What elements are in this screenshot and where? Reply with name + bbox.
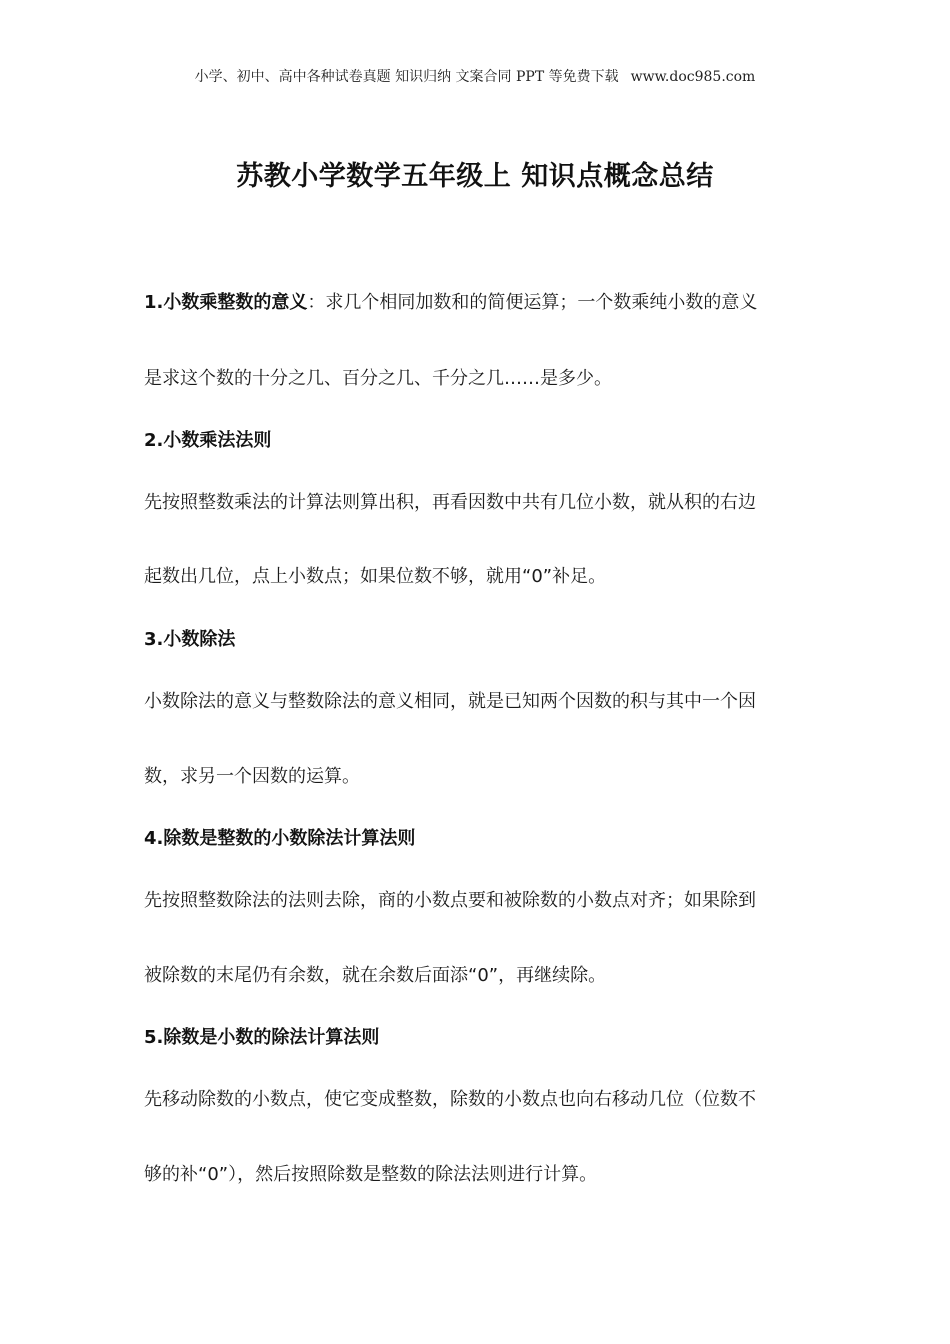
section-1-first-line bbox=[144, 290, 844, 316]
section-2-line-1: 先按照整数乘法的计算法则算出积，再看因数中共有几位小数，就从积的右边 bbox=[144, 492, 756, 513]
document-title: 苏教小学数学五年级上 知识点概念总结 bbox=[236, 161, 714, 192]
section-1-line-2: 是求这个数的十分之几、百分之几、千分之几……是多少。 bbox=[144, 368, 612, 389]
section-3-heading: 3.小数除法 bbox=[144, 629, 236, 650]
section-1-line-1: ：求几个相同加数和的简便运算；一个数乘纯小数的意义 bbox=[307, 292, 758, 313]
section-4-heading: 4.除数是整数的小数除法计算法则 bbox=[144, 828, 416, 849]
section-1-heading: 1.小数乘整数的意义 bbox=[144, 292, 308, 313]
section-4-line-2: 被除数的末尾仍有余数，就在余数后面添“0”，再继续除。 bbox=[144, 965, 607, 986]
section-5-heading: 5.除数是小数的除法计算法则 bbox=[144, 1027, 380, 1048]
section-5-line-2: 够的补“0”），然后按照除数是整数的除法法则进行计算。 bbox=[144, 1164, 598, 1185]
section-4-line-1: 先按照整数除法的法则去除，商的小数点要和被除数的小数点对齐；如果除到 bbox=[144, 890, 756, 911]
header-text: 小学、初中、高中各种试卷真题 知识归纳 文案合同 PPT 等免费下载 bbox=[194, 69, 619, 85]
section-3-line-1: 小数除法的意义与整数除法的意义相同，就是已知两个因数的积与其中一个因 bbox=[144, 691, 756, 712]
section-2-line-2: 起数出几位，点上小数点；如果位数不够，就用“0”补足。 bbox=[144, 566, 607, 587]
header-url: www.doc985.com bbox=[630, 69, 756, 85]
section-2-heading: 2.小数乘法法则 bbox=[144, 430, 272, 451]
page-header bbox=[0, 66, 950, 86]
section-5-line-1: 先移动除数的小数点，使它变成整数，除数的小数点也向右移动几位（位数不 bbox=[144, 1089, 756, 1110]
section-3-line-2: 数，求另一个因数的运算。 bbox=[144, 766, 360, 787]
